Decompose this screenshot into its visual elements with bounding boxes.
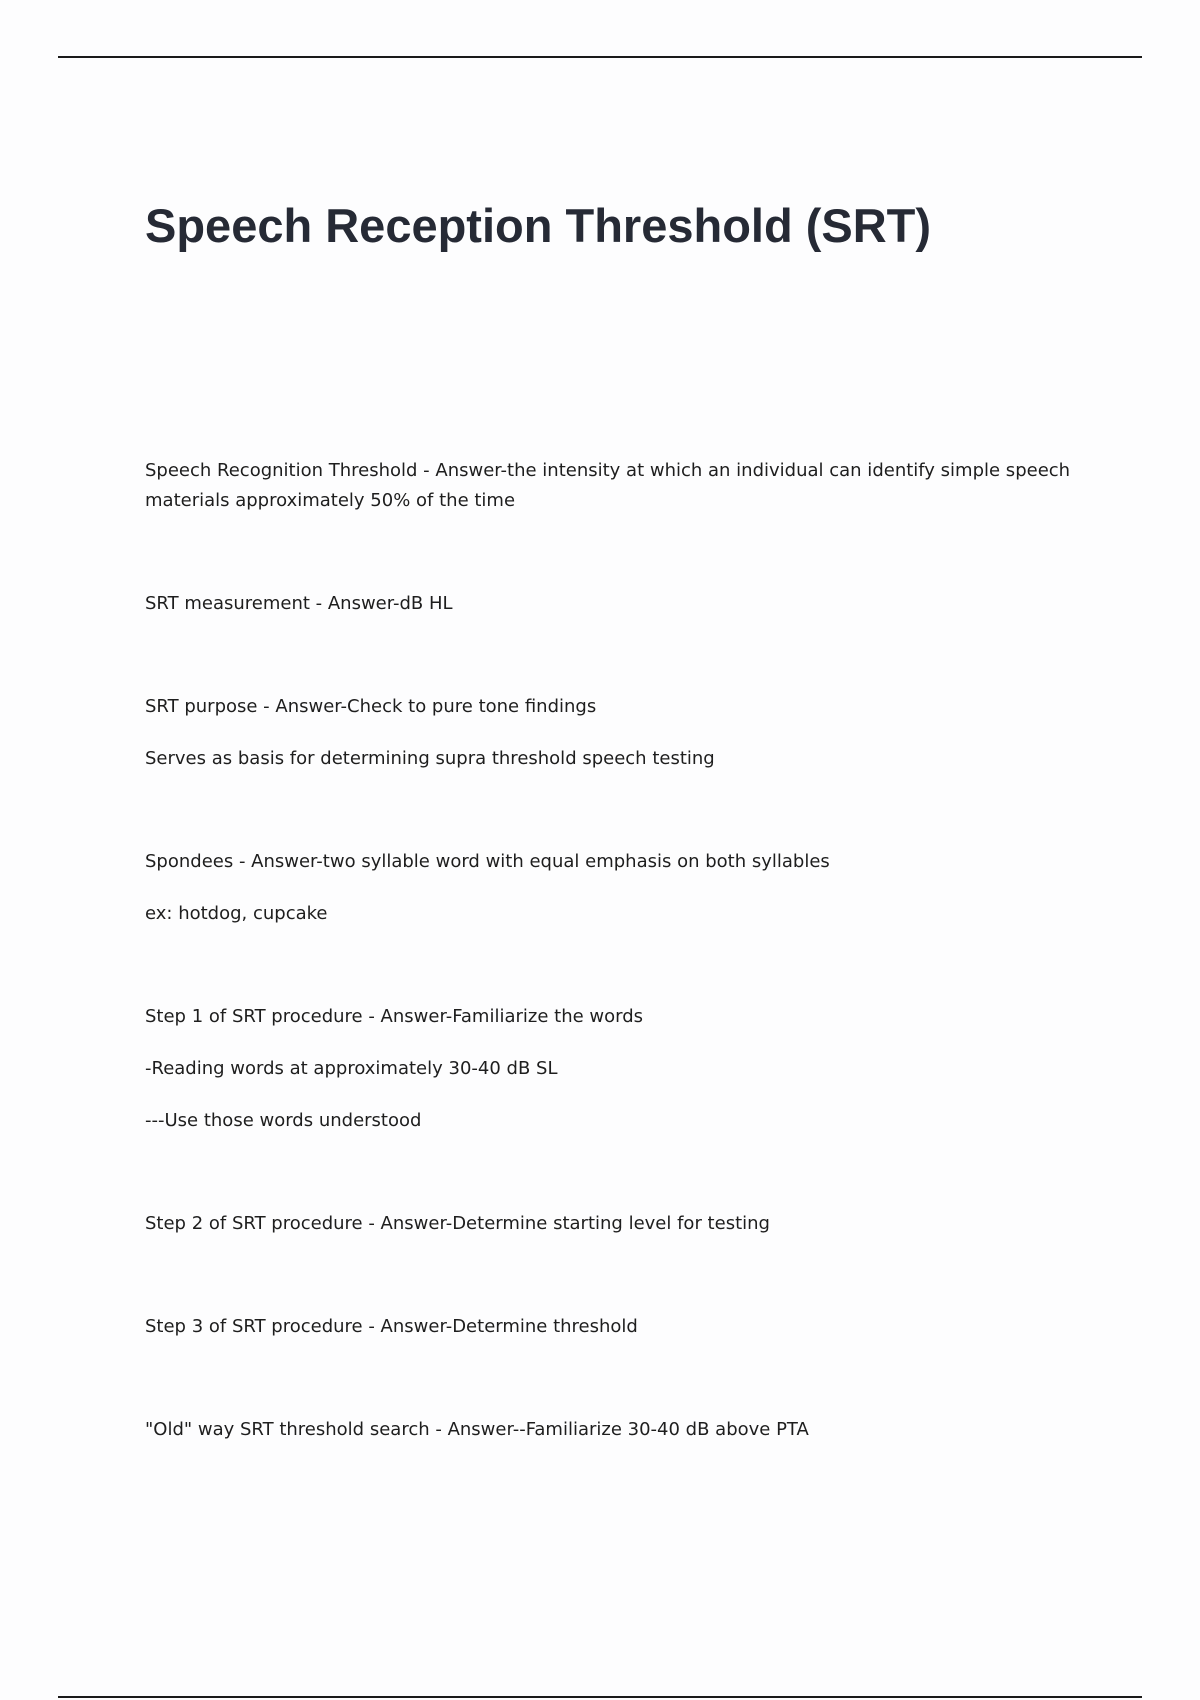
flashcard-line: ---Use those words understood — [145, 1110, 422, 1131]
flashcard-line: SRT measurement - Answer-dB HL — [145, 593, 453, 614]
flashcard-line: ex: hotdog, cupcake — [145, 903, 328, 924]
flashcard-entry — [145, 1002, 1085, 1136]
flashcard-line: "Old" way SRT threshold search - Answer--Familiarize 30-40 dB above PTA — [145, 1419, 809, 1440]
page-title: Speech Reception Threshold (SRT) — [145, 199, 932, 252]
flashcard-entry — [145, 1312, 1085, 1342]
top-divider — [58, 56, 1142, 58]
flashcard-line: Step 3 of SRT procedure - Answer-Determine threshold — [145, 1316, 638, 1337]
bottom-divider — [58, 1696, 1142, 1698]
flashcard-line: Serves as basis for determining supra threshold speech testing — [145, 748, 715, 769]
flashcard-line: -Reading words at approximately 30-40 dB SL — [145, 1058, 558, 1079]
flashcard-entry — [145, 1415, 1085, 1445]
flashcard-line: Speech Recognition Threshold - Answer-the intensity at which an individual can identify simple speech materials approximately 50% of the time — [145, 460, 1071, 511]
flashcard-entry — [145, 1209, 1085, 1239]
flashcard-entry — [145, 692, 1085, 774]
flashcard-line: Spondees - Answer-two syllable word with equal emphasis on both syllables — [145, 851, 830, 872]
flashcard-entry — [145, 847, 1085, 929]
flashcard-list — [145, 456, 1085, 1445]
flashcard-entry — [145, 589, 1085, 619]
flashcard-line: Step 2 of SRT procedure - Answer-Determine starting level for testing — [145, 1213, 770, 1234]
flashcard-line: SRT purpose - Answer-Check to pure tone findings — [145, 696, 597, 717]
flashcard-line: Step 1 of SRT procedure - Answer-Familiarize the words — [145, 1006, 644, 1027]
flashcard-entry — [145, 456, 1085, 516]
